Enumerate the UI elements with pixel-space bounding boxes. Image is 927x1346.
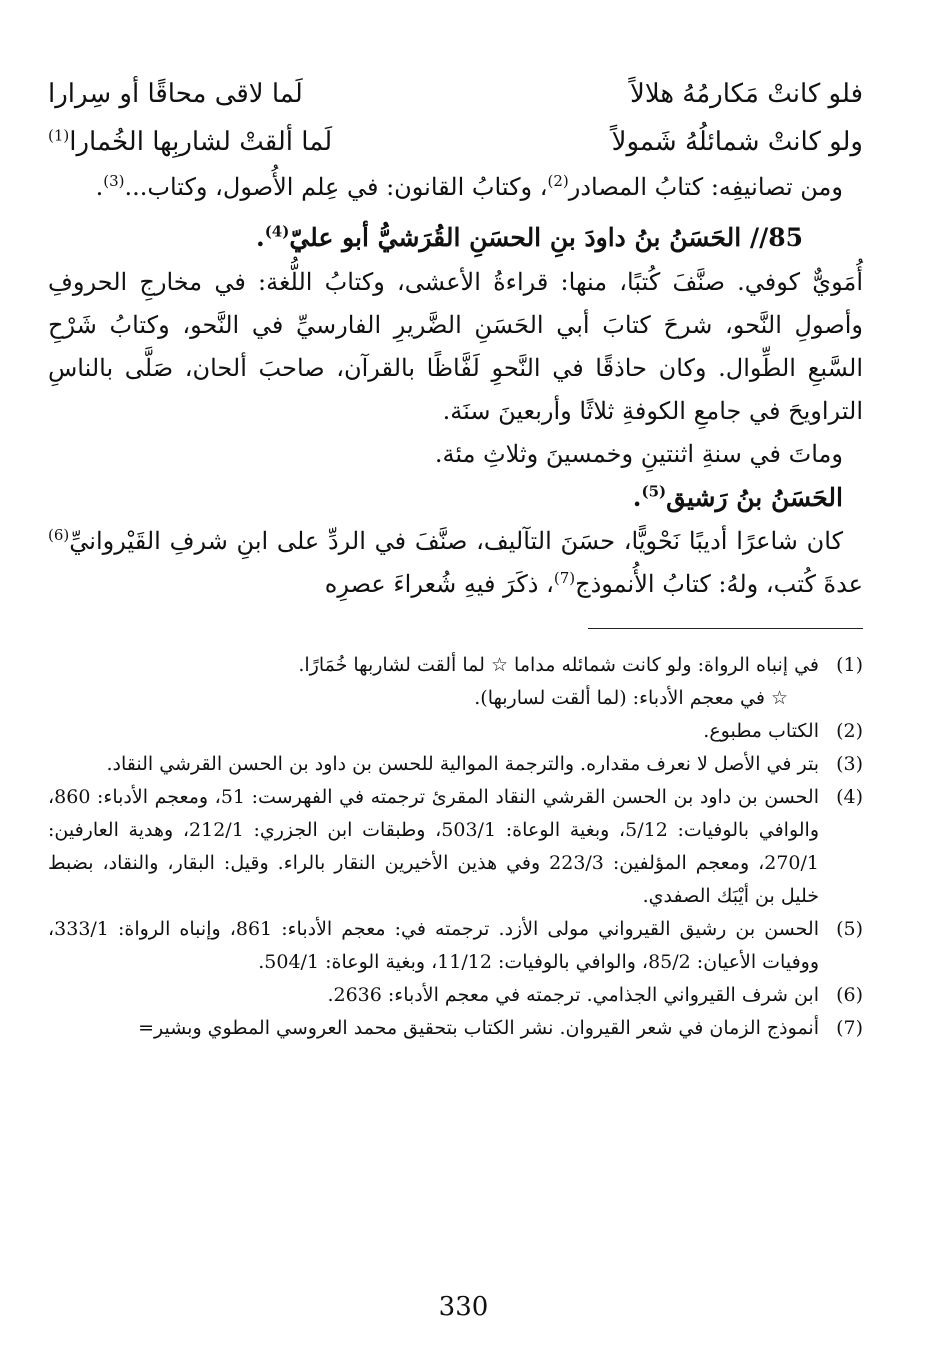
footnote-text: ابن شرف القيرواني الجذامي. ترجمته في معجم الأدباء: 2636. bbox=[327, 984, 819, 1006]
footnote-number: (4) bbox=[836, 786, 863, 808]
heading-tail: . bbox=[632, 483, 642, 512]
footnote-number: (7) bbox=[836, 1017, 863, 1039]
footnote bbox=[48, 715, 863, 748]
works-paragraph bbox=[48, 166, 863, 209]
footnote-ref: (6) bbox=[48, 526, 70, 544]
paragraph-text: ومن تصانيفِه: كتابُ المصادر bbox=[568, 173, 843, 201]
footnote bbox=[48, 913, 863, 979]
verse-first-hemistich: فلو كانتْ مَكارمُهُ هلالاً bbox=[629, 79, 863, 109]
footnote bbox=[48, 748, 863, 781]
footnote-ref: (4) bbox=[264, 222, 290, 241]
footnote-separator bbox=[588, 628, 863, 629]
footnote-text: الحسن بن داود بن الحسن القرشي النقاد المقرئ ترجمته في الفهرست: 51، ومعجم الأدباء: 860، والوافي بالوفيات: 5/12، وبغية الوعاة: 503/1، وطبقات ابن الجزري: 212/1، وهدية العارفين: 270/1، ومعجم المؤلفين: 223/3 وفي هذين الأخيرين النقار بالراء. وقيل: البقار، والنقاد، بضبط خليل بن أيْبَك الصفدي. bbox=[48, 786, 820, 907]
entry-heading bbox=[48, 476, 843, 520]
page-number: 330 bbox=[438, 1292, 489, 1322]
death-paragraph: وماتَ في سنةِ اثنتينِ وخمسينَ وثلاثِ مئة. bbox=[434, 440, 843, 468]
biography-paragraph bbox=[48, 520, 863, 606]
heading-tail: . bbox=[255, 223, 265, 252]
footnote-number: (3) bbox=[836, 753, 863, 775]
verse-second-hemistich bbox=[48, 118, 332, 166]
verse-second-hemistich: لَما لاقى محاقًا أو سِرارا bbox=[48, 79, 303, 109]
footnote-ref: (1) bbox=[48, 126, 70, 145]
poem-verse bbox=[48, 70, 863, 118]
footnote bbox=[48, 649, 863, 682]
footnote-separator-wrap bbox=[48, 606, 863, 649]
footnote-text: الكتاب مطبوع. bbox=[703, 720, 819, 742]
paragraph-text: . bbox=[95, 173, 104, 201]
footnote bbox=[48, 1012, 863, 1045]
footnote-number: (5) bbox=[836, 918, 863, 940]
paragraph-text: ، وكتابُ القانون: في عِلم الأُصول، وكتاب... bbox=[124, 173, 548, 201]
entry-heading bbox=[48, 215, 803, 261]
footnote-number: (2) bbox=[836, 720, 863, 742]
footnote-text: بتر في الأصل لا نعرف مقداره. والترجمة الموالية للحسن بن داود بن الحسن القرشي النقاد. bbox=[106, 753, 819, 775]
footnote-number: (1) bbox=[836, 654, 863, 676]
biography-paragraph: أُمَويٌّ كوفي. صنَّفَ كُتبًا، منها: قراءةُ الأعشى، وكتابُ اللُّغة: في مخارجِ الحروفِ وأصولِ النَّحو، شرحَ كتابَ أبي الحَسَنِ الضَّريرِ الفارسيِّ في النَّحو، وكتابُ شَرْحِ السَّبعِ الطِّوال. وكان حاذقًا في النَّحوِ لَفَّاظًا بالقرآن، صاحبَ ألحان، صَلَّى بالناسِ التراويحَ في جامعِ الكوفةِ ثلاثًا وأربعينَ سنَة. bbox=[48, 268, 864, 425]
footnote-text: أنموذج الزمان في شعر القيروان. نشر الكتاب بتحقيق محمد العروسي المطوي وبشير= bbox=[138, 1017, 819, 1039]
entry-title: 85// الحَسَنُ بنُ داودَ بنِ الحسَنِ القُرَشيُّ أبو عليّ bbox=[289, 223, 803, 252]
poem-verse bbox=[48, 118, 863, 166]
footnotes bbox=[48, 649, 863, 1045]
hemistich-text: لَما ألقتْ لشاربِها الخُمارا bbox=[69, 127, 333, 157]
entry-title: الحَسَنُ بنُ رَشيق bbox=[666, 483, 843, 512]
footnote-text: الحسن بن رشيق القيرواني مولى الأزد. ترجمته في: معجم الأدباء: 861، وإنباه الرواة: 333/1، ووفيات الأعيان: 85/2، والوافي بالوفيات: 11/12، وبغية الوعاة: 504/1. bbox=[48, 918, 819, 973]
footnote bbox=[48, 781, 863, 913]
verse-first-hemistich: ولو كانتْ شمائلُهُ شَمولاً bbox=[611, 127, 863, 157]
footnote-text: في إنباه الرواة: ولو كانت شمائله مداما ☆ لما ألقت لشاربها خُمَارًا. bbox=[298, 654, 819, 676]
footnote-ref: (7) bbox=[553, 569, 576, 587]
paragraph-text: ، ذكَرَ فيهِ شُعراءَ عصرِه bbox=[324, 570, 554, 598]
footnote bbox=[48, 979, 863, 1012]
footnote-ref: (2) bbox=[547, 172, 569, 190]
footnote-subnote: ☆ في معجم الأدباء: (لما ألقت لساربها). bbox=[474, 687, 788, 709]
paragraph-text: كان شاعرًا أديبًا نَحْويًّا، حسَنَ التآليف، صنَّفَ في الردِّ على ابنِ شرفِ القَيْروانيِّ bbox=[69, 527, 843, 555]
paragraph-text: عدةَ كُتب، ولهُ: كتابُ الأُنموذج bbox=[575, 570, 863, 598]
footnote-ref: (3) bbox=[103, 172, 125, 190]
poem bbox=[48, 70, 863, 166]
footnote-number: (6) bbox=[836, 984, 863, 1006]
footnote-ref: (5) bbox=[641, 482, 667, 501]
